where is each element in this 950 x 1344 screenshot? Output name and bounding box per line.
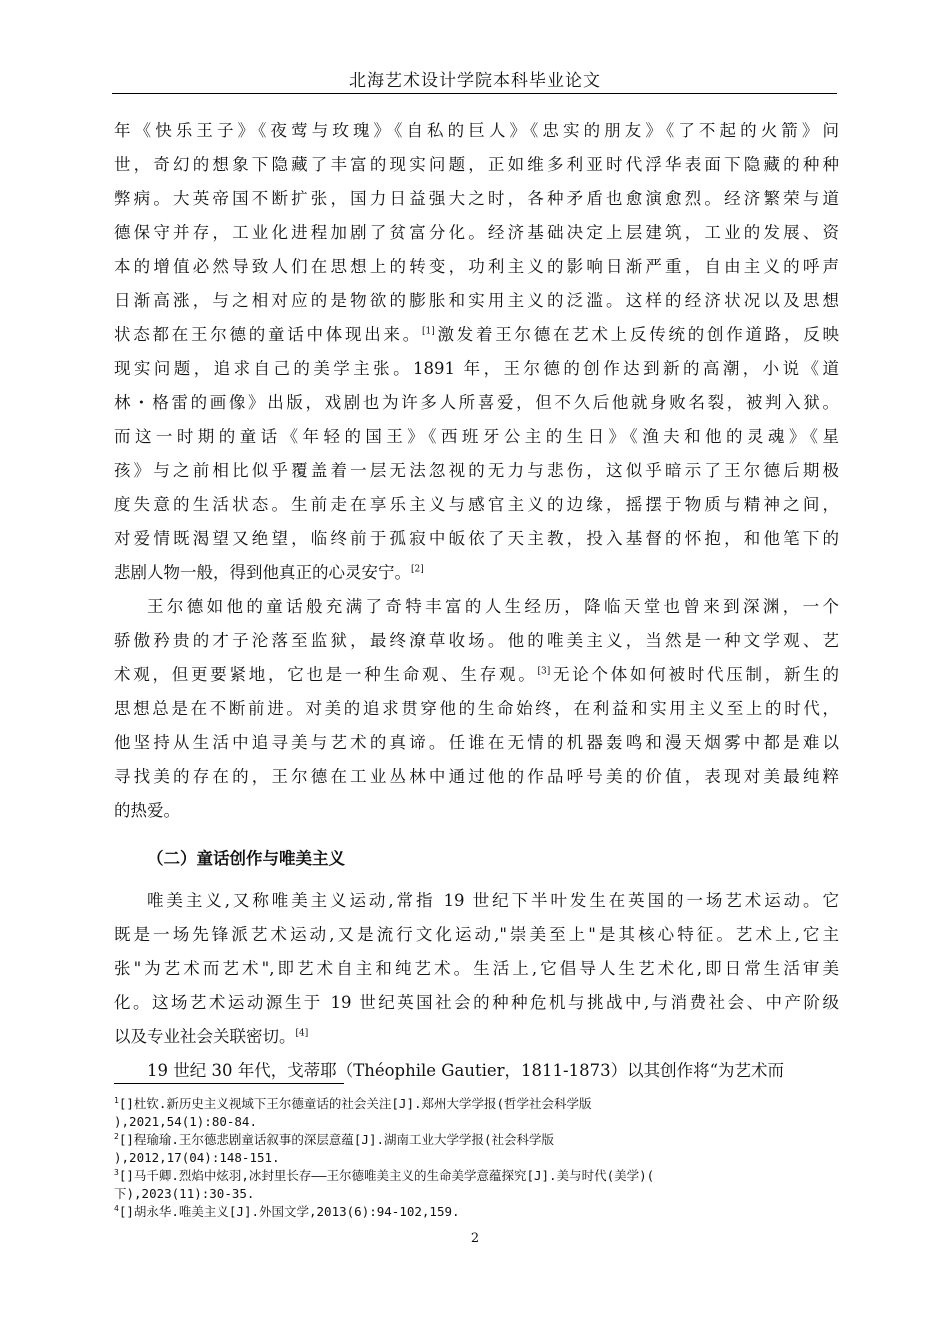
body-line: 骄傲矜贵的才子沦落至监狱，最终潦草收场。他的唯美主义，当然是一种文学观、艺 (114, 631, 839, 650)
body-line: 孩》与之前相比似乎覆盖着一层无法忽视的无力与悲伤，这似乎暗示了王尔德后期极 (114, 461, 839, 480)
body-line: 年《快乐王子》《夜莺与玫瑰》《自私的巨人》《忠实的朋友》《了不起的火箭》问 (114, 121, 839, 140)
footnote-number: 1 (114, 1095, 119, 1105)
section-heading: （二）童话创作与唯美主义 (147, 849, 345, 868)
body-line: 而这一时期的童话《年轻的国王》《西班牙公主的生日》《渔夫和他的灵魂》《星 (114, 427, 839, 446)
citation-marker: [2] (411, 564, 424, 575)
footnote-number: 4 (114, 1203, 119, 1213)
body-line: 世，奇幻的想象下隐藏了丰富的现实问题，正如维多利亚时代浮华表面下隐藏的种种 (114, 155, 839, 174)
footnote-line: ),2012,17(04):148-151. (114, 1150, 280, 1165)
page-header-title: 北海艺术设计学院本科毕业论文 (349, 71, 601, 91)
body-line (114, 665, 839, 685)
body-line: 化。这场艺术运动源生于 19 世纪英国社会的种种危机与挑战中,与消费社会、中产阶级 (114, 993, 839, 1012)
body-line: 德保守并存，工业化进程加剧了贫富分化。经济基础决定上层建筑，工业的发展、资 (114, 223, 839, 242)
footnote-text: []杜钦.新历史主义视域下王尔德童话的社会关注[J].郑州大学学报(哲学社会科学版 (118, 1096, 592, 1111)
body-line: 王尔德如他的童话般充满了奇特丰富的人生经历，降临天堂也曾来到深渊，一个 (147, 597, 839, 616)
line-text: 激发着王尔德在艺术上反传统的创作道路，反映 (434, 325, 839, 344)
footnote-text: []马千卿.烈焰中炫羽,冰封里长存——王尔德唯美主义的生命美学意蕴探究[J].美与时代(美学)( (118, 1168, 655, 1183)
header-divider (112, 93, 837, 94)
footnote-line: ),2021,54(1):80-84. (114, 1114, 257, 1129)
body-line: 度失意的生活状态。生前走在享乐主义与感官主义的边缘，摇摆于物质与精神之间， (114, 495, 839, 514)
line-text: 以及专业社会关联密切。 (114, 1027, 296, 1046)
footnote-line (114, 1168, 839, 1183)
body-line (114, 563, 839, 583)
citation-marker: [4] (295, 1028, 309, 1039)
citation-marker: [1] (422, 326, 435, 337)
body-line: 的热爱。 (114, 801, 180, 820)
body-line: 弊病。大英帝国不断扩张，国力日益强大之时，各种矛盾也愈演愈烈。经济繁荣与道 (114, 189, 839, 208)
page-number: 2 (470, 1231, 480, 1246)
line-text: 悲剧人物一般，得到他真正的心灵安宁。 (114, 563, 411, 582)
footnote-line (114, 1132, 839, 1147)
footnote-line (114, 1096, 839, 1111)
body-line: 对爱情既渴望又绝望，临终前于孤寂中皈依了天主教，投入基督的怀抱，和他笔下的 (114, 529, 839, 548)
body-line: 他坚持从生活中追寻美与艺术的真谛。任谁在无情的机器轰鸣和漫天烟雾中都是难以 (114, 733, 839, 752)
footnote-number: 3 (114, 1167, 119, 1177)
citation-marker: [3] (537, 666, 551, 677)
body-line: 19 世纪 30 年代，戈蒂耶（Théophile Gautier，1811-1873）以其创作将“为艺术而 (147, 1061, 785, 1080)
body-line: 日渐高涨，与之相对应的是物欲的膨胀和实用主义的泛滥。这样的经济状况以及思想 (114, 291, 839, 310)
body-line: 唯美主义,又称唯美主义运动,常指 19 世纪下半叶发生在英国的一场艺术运动。它 (147, 891, 839, 910)
body-line: 寻找美的存在的，王尔德在工业丛林中通过他的作品呼号美的价值，表现对美最纯粹 (114, 767, 839, 786)
footnote-number: 2 (114, 1131, 119, 1141)
body-line: 思想总是在不断前进。对美的追求贯穿他的生命始终，在利益和实用主义至上的时代， (114, 699, 839, 718)
body-line (114, 325, 839, 345)
line-text: 状态都在王尔德的童话中体现出来。 (114, 325, 422, 344)
footnote-divider (114, 1083, 344, 1084)
footnote-line: 下),2023(11):30-35. (114, 1186, 255, 1201)
body-line: 林・格雷的画像》出版，戏剧也为许多人所喜爱，但不久后他就身败名裂，被判入狱。 (114, 393, 839, 412)
line-text: 术观，但更要紧地，它也是一种生命观、生存观。 (114, 665, 538, 684)
body-line: 既是一场先锋派艺术运动,又是流行文化运动,"崇美至上"是其核心特征。艺术上,它主 (114, 925, 839, 944)
body-line: 张"为艺术而艺术",即艺术自主和纯艺术。生活上,它倡导人生艺术化,即日常生活审美 (114, 959, 839, 978)
line-text: 无论个体如何被时代压制，新生的 (550, 665, 839, 684)
footnote-text: []胡永华.唯美主义[J].外国文学,2013(6):94-102,159. (118, 1204, 460, 1219)
footnote-text: []程瑜瑜.王尔德悲剧童话叙事的深层意蕴[J].湖南工业大学学报(社会科学版 (118, 1132, 555, 1147)
body-line: 现实问题，追求自己的美学主张。1891 年，王尔德的创作达到新的高潮，小说《道 (114, 359, 839, 378)
body-line: 本的增值必然导致人们在思想上的转变，功利主义的影响日渐严重，自由主义的呼声 (114, 257, 839, 276)
footnote-line (114, 1204, 839, 1219)
body-line (114, 1027, 839, 1047)
